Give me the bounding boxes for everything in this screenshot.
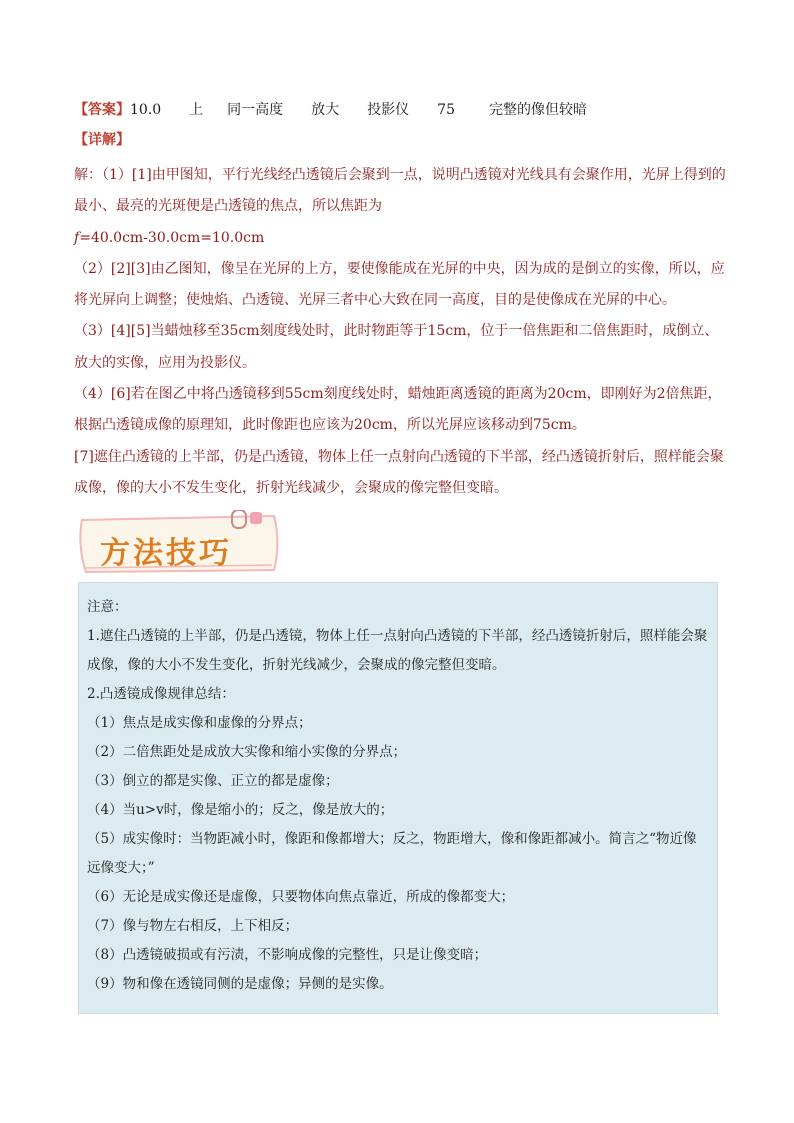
explanation-paragraph-1: 解：（1）[1]由甲图知，平行光线经凸透镜后会聚到一点，说明凸透镜对光线具有会聚作用，光屏上得到的最小、最亮的光斑便是凸透镜的焦点，所以焦距为 bbox=[74, 167, 726, 215]
explanation-paragraph-3: （3）[4][5]当蜡烛移至35cm刻度线处时，此时物距等于15cm，位于一倍焦距和二倍焦距时，成倒立、放大的实像，应用为投影仪。 bbox=[74, 323, 719, 371]
rule-2: （2）二倍焦距处是成放大实像和缩小实像的分界点； bbox=[87, 744, 407, 760]
tips-heading: 注意： bbox=[87, 599, 128, 615]
focal-length-formula bbox=[74, 223, 726, 254]
rule-4: （4）当u>v时，像是缩小的；反之，像是放大的； bbox=[87, 802, 394, 818]
answer-value-4: 放大 bbox=[311, 102, 340, 118]
rule-1: （1）焦点是成实像和虚像的分界点； bbox=[87, 715, 312, 731]
tips-item-1: 1.遮住凸透镜的上半部，仍是凸透镜，物体上任一点射向凸透镜的下半部，经凸透镜折射后，照样能会聚成像，像的大小不发生变化，折射光线减少，会聚成的像完整但变暗。 bbox=[87, 628, 708, 673]
answer-value-3: 同一高度 bbox=[227, 102, 284, 118]
answer-value-6: 75 bbox=[437, 102, 455, 118]
rule-9: （9）物和像在透镜同侧的是虚像；异侧的是实像。 bbox=[87, 976, 393, 992]
answer-value-5: 投影仪 bbox=[367, 102, 410, 118]
tips-box bbox=[78, 582, 718, 1014]
method-badge bbox=[74, 510, 284, 576]
explanation-block bbox=[74, 160, 726, 504]
tips-item-2: 2.凸透镜成像规律总结： bbox=[87, 686, 235, 702]
answer-value-7: 完整的像但较暗 bbox=[489, 102, 587, 118]
formula-expression: =40.0cm-30.0cm=10.0cm bbox=[79, 229, 265, 246]
badge-title: 方法技巧 bbox=[100, 536, 232, 571]
detail-title: 【详解】 bbox=[74, 132, 130, 148]
explanation-paragraph-5: [7]遮住凸透镜的上半部，仍是凸透镜，物体上任一点射向凸透镜的下半部，经凸透镜折射后，照样能会聚成像，像的大小不发生变化，折射光线减少，会聚成的像完整但变暗。 bbox=[74, 448, 724, 496]
rule-3: （3）倒立的都是实像、正立的都是虚像； bbox=[87, 773, 339, 789]
explanation-paragraph-2: （2）[2][3]由乙图知，像呈在光屏的上方，要使像能成在光屏的中央，因为成的是倒立的实像，所以，应将光屏向上调整；使烛焰、凸透镜、光屏三者中心大致在同一高度，目的是使像成在光屏的中心。 bbox=[74, 260, 725, 309]
explanation-paragraph-4: （4）[6]若在图乙中将凸透镜移到55cm刻度线处时，蜡烛距离透镜的距离为20cm，即刚好为2倍焦距，根据凸透镜成像的原理知，此时像距也应该为20cm，所以光屏应该移动到75cm。 bbox=[74, 386, 722, 434]
rule-5: （5）成实像时：当物距减小时，像距和像都增大；反之，物距增大，像和像距都减小。简言之“物近像远像变大；” bbox=[87, 831, 697, 876]
answer-tag: 【答案】 bbox=[74, 102, 130, 118]
answer-line bbox=[74, 100, 587, 120]
formula-variable: f bbox=[74, 229, 80, 246]
answer-value-1: 10.0 bbox=[130, 102, 162, 118]
rule-6: （6）无论是成实像还是虚像，只要物体向焦点靠近，所成的像都变大； bbox=[87, 889, 515, 905]
rule-7: （7）像与物左右相反，上下相反； bbox=[87, 918, 299, 934]
answer-value-2: 上 bbox=[189, 102, 204, 118]
rule-8: （8）凸透镜破损或有污渍，不影响成像的完整性，只是让像变暗； bbox=[87, 947, 488, 963]
